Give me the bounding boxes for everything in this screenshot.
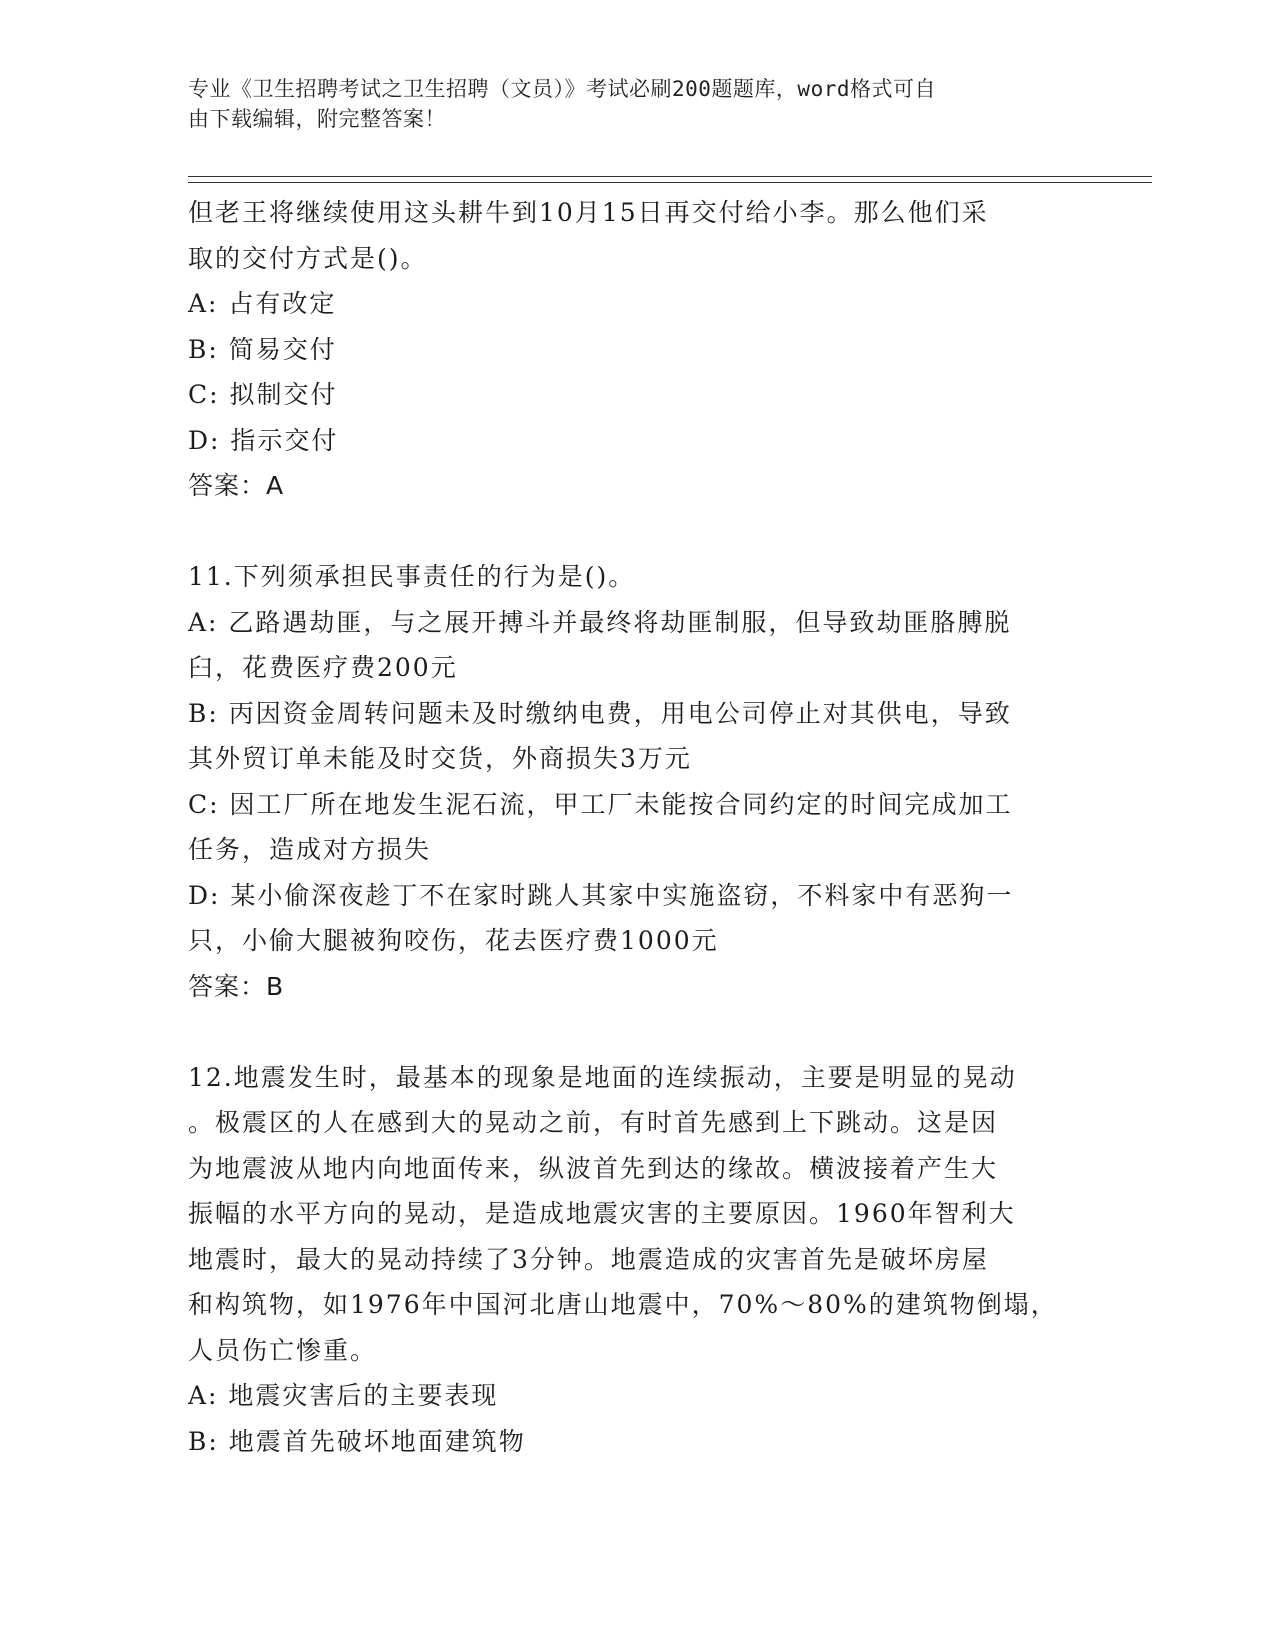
header-divider-top [188,176,1152,177]
header-title-line-1: 专业《卫生招聘考试之卫生招聘（文员）》考试必刷200题题库，word格式可自 [188,77,936,101]
question-stem-line: 和构筑物，如1976年中国河北唐山地震中，70%～80%的建筑物倒塌， [188,1290,1058,1319]
option-c-continued: 任务，造成对方损失 [188,835,432,864]
question-stem-line: 。极震区的人在感到大的晃动之前，有时首先感到上下跳动。这是因 [188,1108,999,1137]
question-11 [188,554,1088,1009]
header-divider-bottom [188,182,1152,183]
option-b: B: 简易交付 [188,334,337,364]
option-a: A: 占有改定 [188,289,337,318]
option-c: C: 拟制交付 [188,380,338,409]
question-stem-line: 人员伤亡惨重。 [188,1335,378,1365]
option-d: D: 指示交付 [188,425,339,455]
question-spacer [188,509,1088,555]
question-content [188,190,1088,1464]
option-a: A: 乙路遇劫匪，与之展开搏斗并最终将劫匪制服，但导致劫匪胳膊脱 [188,607,1012,637]
option-d-continued: 只，小偷大腿被狗咬伤，花去医疗费1000元 [188,926,719,955]
question-stem-line: 为地震波从地内向地面传来，纵波首先到达的缘故。横波接着产生大 [188,1153,999,1183]
question-stem-line: 12.地震发生时，最基本的现象是地面的连续振动，主要是明显的晃动 [188,1062,1017,1092]
document-header [188,74,1068,134]
option-a-continued: 臼，花费医疗费200元 [188,653,458,682]
answer-line: 答案：B [188,971,285,1001]
option-c: C: 因工厂所在地发生泥石流，甲工厂未能按合同约定的时间完成加工 [188,789,1013,819]
option-b: B: 地震首先破坏地面建筑物 [188,1426,526,1456]
question-stem-line: 取的交付方式是()。 [188,243,428,273]
question-12 [188,1055,1088,1465]
question-spacer [188,1009,1088,1055]
option-b-continued: 其外贸订单未能及时交货，外商损失3万元 [188,744,692,773]
answer-line: 答案：A [188,471,285,500]
header-title-line-2: 由下载编辑，附完整答案！ [188,107,446,131]
option-a: A: 地震灾害后的主要表现 [188,1381,499,1410]
question-stem-line: 振幅的水平方向的晃动，是造成地震灾害的主要原因。1960年智利大 [188,1199,1016,1228]
question-stem-line: 11.下列须承担民事责任的行为是()。 [188,562,636,591]
question-10 [188,190,1088,509]
option-b: B: 丙因资金周转问题未及时缴纳电费，用电公司停止对其供电，导致 [188,698,1012,728]
question-stem-line: 但老王将继续使用这头耕牛到10月15日再交付给小李。那么他们采 [188,198,989,227]
question-stem-line: 地震时，最大的晃动持续了3分钟。地震造成的灾害首先是破坏房屋 [188,1244,989,1274]
option-d: D: 某小偷深夜趁丁不在家时跳人其家中实施盗窃，不料家中有恶狗一 [188,880,1014,910]
